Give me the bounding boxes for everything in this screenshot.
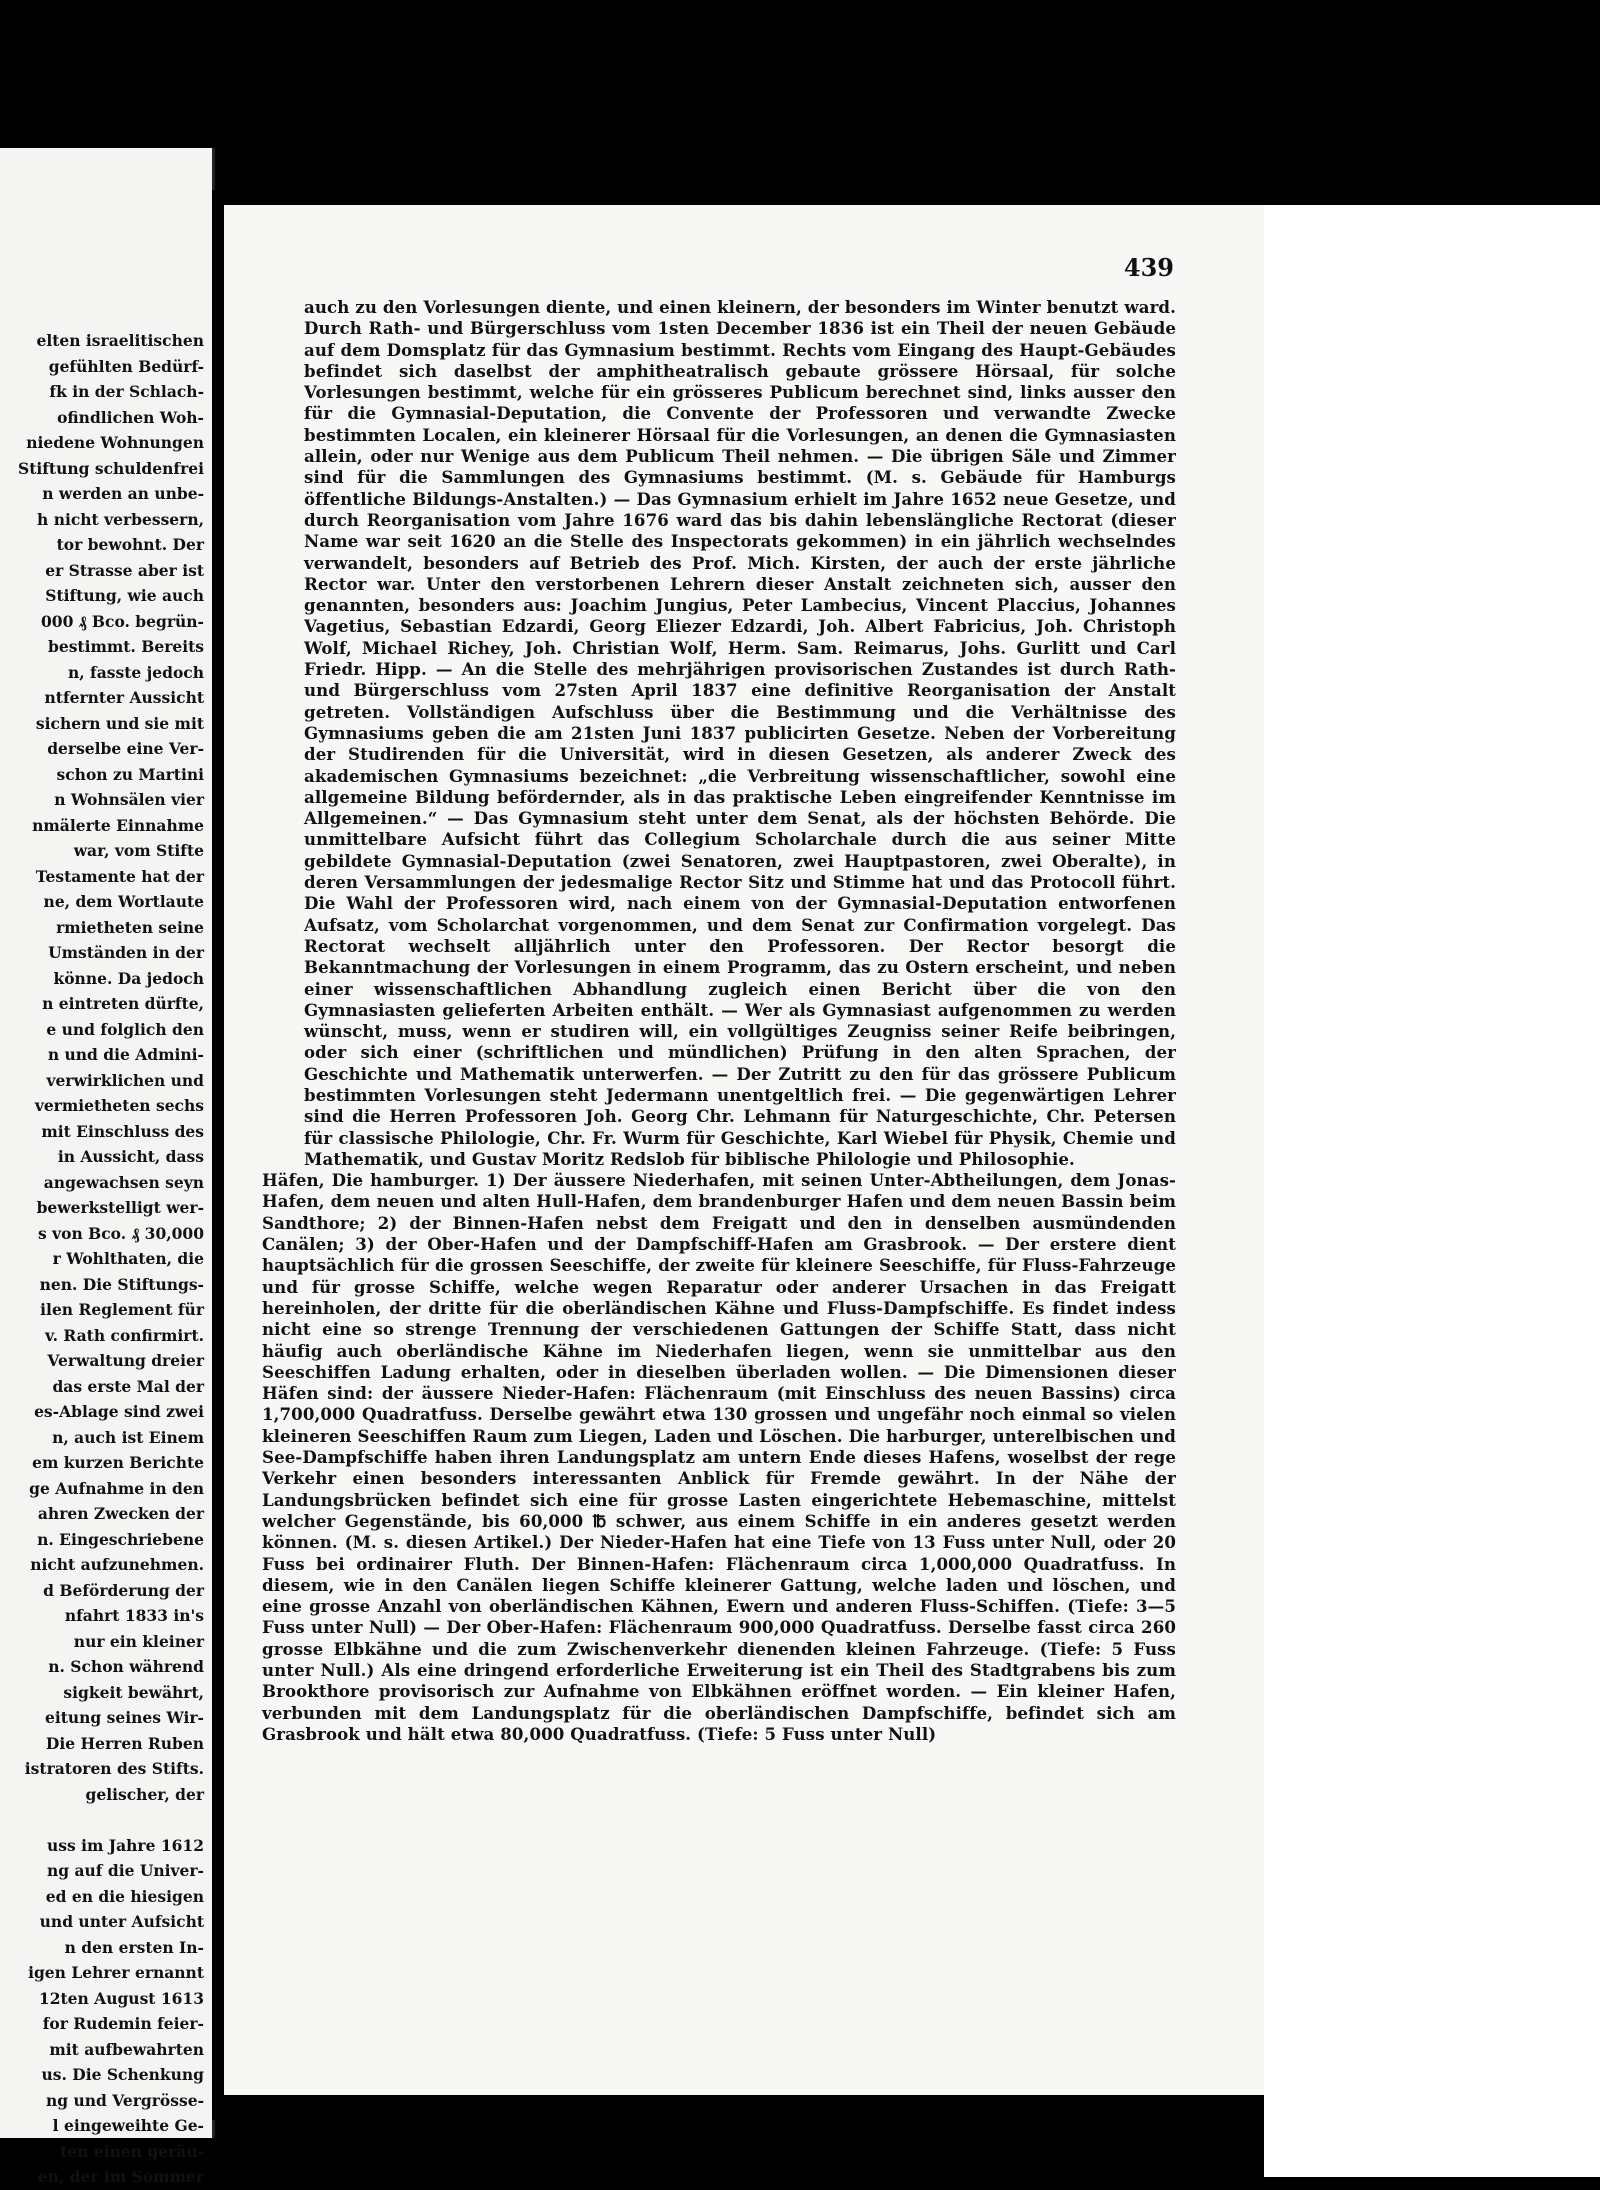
left-column-line: tor bewohnt. Der	[56, 535, 204, 554]
left-column-line: nicht aufzunehmen.	[30, 1555, 204, 1574]
left-column-line: ilen Reglement für	[40, 1300, 204, 1319]
left-column-line: niedene Wohnungen	[26, 433, 204, 452]
left-column-line: n Wohnsälen vier	[54, 790, 204, 809]
book-gutter	[212, 190, 224, 2120]
left-column-line: nfahrt 1833 in's	[64, 1606, 204, 1625]
left-column-line: es-Ablage sind zwei	[34, 1402, 204, 1421]
left-column-line: und unter Aufsicht	[39, 1912, 204, 1931]
page-number: 439	[1123, 253, 1174, 282]
left-column-line: könne. Da jedoch	[53, 968, 204, 988]
left-column-line: sigkeit bewährt,	[63, 1682, 204, 1702]
left-column-line: 000 ₰ Bco. begrün-	[41, 611, 204, 631]
left-column-line: v. Rath confirmirt.	[45, 1325, 204, 1345]
haefen-entry: Häfen, Die hamburger. 1) Der äussere Niederhafen, mit seinen Unter-Abtheilungen, dem Jonas-Hafen, dem neuen und alten Hull-Hafen, dem brandenburger Hafen und dem neuen Bassin beim Sandthore; 2) der Binnen-Hafen nebst dem Freigatt und den in denselben ausmündenden Canälen; 3) der Ober-Hafen und der Dampfschiff-Hafen am Grasbrook. — Der erstere dient hauptsächlich für die grossen Seeschiffe, der zweite für kleinere Seeschiffe, für Fluss-Fahrzeuge und für grosse Schiffe, welche wegen Reparatur oder anderer Ursachen in das Freigatt hereinholen, der dritte für die oberländischen Kähne und Fluss-Dampfschiffe. Es findet indess nicht eine so strenge Trennung der verschiedenen Gattungen der Schiffe Statt, dass nicht häufig auch oberländische Kähne im Niederhafen liegen, wenn sie unmittelbar aus den Seeschiffen Ladung erhalten, oder in dieselben überladen wollen. — Die Dimensionen dieser Häfen sind: der äussere Nieder-Hafen: Flächenraum (mit Einschluss des neuen Bassins) circa 1,700,000 Quadratfuss. Derselbe gewährt etwa 130 grossen und ungefähr noch einmal so vielen kleineren Seeschiffen Raum zum Liegen, Laden und Löschen. Die harburger, unterelbischen und See-Dampfschiffe haben ihren Landungsplatz am untern Ende dieses Hafens, woselbst der rege Verkehr einen besonders interessanten Anblick für Fremde gewährt. In der Nähe der Landungsbrücken befindet sich eine für grosse Lasten eingerichtete Hebemaschine, mittelst welcher Gegenstände, bis 60,000 ℔ schwer, aus einem Schiffe in ein anderes gesetzt werden können. (M. s. diesen Artikel.) Der Nieder-Hafen hat eine Tiefe von 13 Fuss unter Null, oder 20 Fuss bei ordinairer Fluth. Der Binnen-Hafen: Flächenraum circa 1,000,000 Quadratfuss. In diesem, wie in den Canälen liegen Schiffe kleinerer Gattung, welche laden und löschen, und eine grosse Anzahl von oberländischen Kähnen, Ewern und anderen Fluss-Schiffen. (Tiefe: 3—5 Fuss unter Null) — Der Ober-Hafen: Flächenraum 900,000 Quadratfuss. Derselbe fasst circa 260 grosse Elbkähne und die zum Zwischenverkehr dienenden kleinen Fahrzeuge. (Tiefe: 5 Fuss unter Null.) Als eine dringend erforderliche Erweiterung ist ein Theil des Stadtgrabens bis zum Brookthore provisorisch zur Aufnahme von Elbkähnen eröffnet worden. — Ein kleiner Hafen, verbunden mit dem Landungsplatz für die oberländischen Dampfschiffe, befindet sich am Grasbrook und hält etwa 80,000 Quadratfuss. (Tiefe: 5 Fuss unter Null)	[262, 1170, 1176, 1744]
left-column-line: n. Schon während	[48, 1657, 204, 1676]
left-page-fragment	[0, 148, 215, 2186]
left-column-line: mit Einschluss des	[41, 1121, 204, 1141]
left-column-line: n, auch ist Einem	[52, 1427, 204, 1447]
left-column-line: n und die Admini-	[47, 1045, 204, 1064]
left-column-line: rmietheten seine	[56, 917, 204, 937]
left-column-line: elten israelitischen	[36, 331, 204, 350]
left-column-line: r Wohlthaten, die	[52, 1249, 204, 1268]
left-column-line: eitung seines Wir-	[44, 1708, 204, 1727]
left-column-line: verwirklichen und	[46, 1070, 204, 1090]
left-column-line: em kurzen Berichte	[32, 1453, 204, 1472]
left-column-line: angewachsen seyn	[43, 1172, 204, 1192]
left-column-line: Testamente hat der	[35, 866, 204, 886]
left-column-line: fk in der Schlach-	[49, 382, 204, 401]
left-column-line: nur ein kleiner	[73, 1631, 204, 1651]
left-column-line: nmälerte Einnahme	[32, 815, 204, 835]
left-column-line: ed en die hiesigen	[45, 1886, 204, 1906]
left-column-line: istratoren des Stifts.	[24, 1759, 204, 1778]
left-column-line	[4, 1807, 204, 1833]
left-column-line: Stiftung schuldenfrei	[18, 458, 204, 478]
left-column-line: ng und Vergrösse-	[46, 2090, 204, 2110]
left-column-line: n den ersten In-	[64, 1937, 204, 1957]
left-column-line: gefühlten Bedürf-	[48, 356, 204, 376]
left-column-line: e und folglich den	[46, 1019, 204, 1039]
left-column-line: Stiftung, wie auch	[45, 586, 204, 605]
left-column-line: for Rudemin feier-	[42, 2014, 204, 2033]
left-column-line: ge Aufnahme in den	[29, 1478, 204, 1498]
left-column-line: uss im Jahre 1612	[46, 1835, 204, 1855]
left-column-line: ntfernter Aussicht	[44, 688, 204, 707]
left-column-line: sichern und sie mit	[35, 713, 204, 733]
left-column-line: war, vom Stifte	[73, 841, 204, 860]
left-column-line: Umständen in der	[48, 943, 204, 962]
left-page-column	[4, 328, 204, 2190]
left-column-line: 12ten August 1613	[38, 1988, 204, 2008]
left-column-line: n. Eingeschriebene	[37, 1529, 204, 1549]
left-column-line: l eingeweihte Ge-	[52, 2116, 204, 2135]
left-column-line: ahren Zwecken der	[37, 1504, 204, 1523]
left-column-line: n eintreten dürfte,	[42, 994, 204, 1013]
gymnasium-paragraph: auch zu den Vorlesungen diente, und einen kleinern, der besonders im Winter benutzt ward. Durch Rath- und Bürgerschluss vom 1sten December 1836 ist ein Theil der neuen Gebäude auf dem Domsplatz für das Gymnasium bestimmt. Rechts vom Eingang des Haupt-Gebäudes befindet sich daselbst der amphitheatralisch gebaute grössere Hörsaal, für solche Vorlesungen bestimmt, welche für ein grösseres Publicum berechnet sind, links ausser den für die Gymnasial-Deputation, die Convente der Professoren und verwandte Zwecke bestimmten Localen, ein kleinerer Hörsaal für die Vorlesungen, an denen die Gymnasiasten allein, oder nur Wenige aus dem Publicum Theil nehmen. — Die übrigen Säle und Zimmer sind für die Sammlungen des Gymnasiums bestimmt. (M. s. Gebäude für Hamburgs öffentliche Bildungs-Anstalten.) — Das Gymnasium erhielt im Jahre 1652 neue Gesetze, und durch Reorganisation vom Jahre 1676 ward das bis dahin lebenslängliche Rectorat (dieser Name war seit 1620 an die Stelle des Inspectorats gekommen) in ein jährlich wechselndes verwandelt, besonders auf Betrieb des Prof. Mich. Kirsten, der auch der erste jährliche Rector war. Unter den verstorbenen Lehrern dieser Anstalt zeichneten sich, ausser den genannten, besonders aus: Joachim Jungius, Peter Lambecius, Vincent Placcius, Johannes Vagetius, Sebastian Edzardi, Georg Eliezer Edzardi, Joh. Albert Fabricius, Joh. Christoph Wolf, Michael Richey, Joh. Christian Wolf, Herm. Sam. Reimarus, Johs. Gurlitt und Carl Friedr. Hipp. — An die Stelle des mehrjährigen provisorischen Zustandes ist durch Rath- und Bürgerschluss vom 27sten April 1837 eine definitive Reorganisation der Anstalt getreten. Vollständigen Aufschluss über die Bestimmung und die Verhältnisse des Gymnasiums geben die am 21sten Juni 1837 publicirten Gesetze. Neben der Vorbereitung der Studirenden für die Universität, wird in diesen Gesetzen, als anderer Zweck des akademischen Gymnasiums bezeichnet: „die Verbreitung wissenschaftlicher, sowohl eine allgemeine Bildung befördernder, als in das praktische Leben eingreifender Kenntnisse im Allgemeinen.“ — Das Gymnasium steht unter dem Senat, als der höchsten Behörde. Die unmittelbare Aufsicht führt das Collegium Scholarchale durch die aus seiner Mitte gebildete Gymnasial-Deputation (zwei Senatoren, zwei Hauptpastoren, zwei Oberalte), in deren Versammlungen der jedesmalige Rector Sitz und Stimme hat und das Protocoll führt. Die Wahl der Professoren wird, nach einem von der Gymnasial-Deputation entworfenen Aufsatz, vom Scholarchat vorgenommen, und dem Senat zur Confirmation vorgelegt. Das Rectorat wechselt alljährlich unter den Professoren. Der Rector besorgt die Bekanntmachung der Vorlesungen in einem Programm, das zu Ostern erscheint, und neben einer wissenschaftlichen Abhandlung zugleich einen Bericht über die von den Gymnasiasten gelieferten Arbeiten enthält. — Wer als Gymnasiast aufgenommen zu werden wünscht, muss, wenn er studiren will, ein vollgültiges Zeugniss seiner Reife beibringen, oder sich einer (schriftlichen und mündlichen) Prüfung in den alten Sprachen, der Geschichte und Mathematik unterwerfen. — Der Zutritt zu den für das grössere Publicum bestimmten Vorlesungen steht Jedermann unentgeltlich frei. — Die gegenwärtigen Lehrer sind die Herren Professoren Joh. Georg Chr. Lehmann für Naturgeschichte, Chr. Petersen für classische Philologie, Chr. Fr. Wurm für Geschichte, Karl Wiebel für Physik, Chemie und Mathematik, und Gustav Moritz Redslob für biblische Philologie und Philosophie.	[304, 297, 1176, 1169]
left-column-line: d Beförderung der	[43, 1580, 204, 1600]
left-column-line: schon zu Martini	[56, 764, 204, 784]
left-column-line: nen. Die Stiftungs-	[39, 1274, 204, 1294]
left-column-line: gelischer, der	[85, 1784, 204, 1804]
left-column-line: en, der im Sommer	[37, 2167, 204, 2186]
left-column-line: bewerkstelligt wer-	[36, 1198, 204, 1217]
page-text	[262, 297, 1176, 1745]
left-column-line: ten einen geräu-	[60, 2141, 204, 2161]
left-column-line: n, fasste jedoch	[68, 662, 204, 682]
left-column-line: derselbe eine Ver-	[47, 739, 204, 758]
left-column-line: Die Herren Ruben	[45, 1733, 204, 1753]
right-page	[224, 205, 1264, 2095]
left-column-line: h nicht verbessern,	[37, 509, 204, 529]
left-column-line: us. Die Schenkung	[41, 2065, 204, 2084]
left-column-line: Verwaltung dreier	[47, 1351, 204, 1370]
left-column-line: igen Lehrer ernannt	[28, 1963, 204, 1982]
left-column-line: ofindlichen Woh-	[57, 407, 204, 427]
left-column-line: in Aussicht, dass	[57, 1147, 204, 1166]
left-column-line: ne, dem Wortlaute	[43, 892, 204, 911]
left-column-line: das erste Mal der	[52, 1376, 204, 1396]
left-column-line: mit aufbewahrten	[49, 2039, 204, 2059]
left-column-line: er Strasse aber ist	[45, 560, 204, 580]
scan-margin	[1264, 205, 1600, 2177]
left-column-line: s von Bco. ₰ 30,000	[38, 1223, 204, 1243]
left-column-line: ng auf die Univer-	[46, 1861, 204, 1880]
left-column-line: n werden an unbe-	[42, 484, 204, 503]
left-column-line: bestimmt. Bereits	[48, 637, 204, 656]
left-column-line: vermietheten sechs	[34, 1096, 204, 1115]
